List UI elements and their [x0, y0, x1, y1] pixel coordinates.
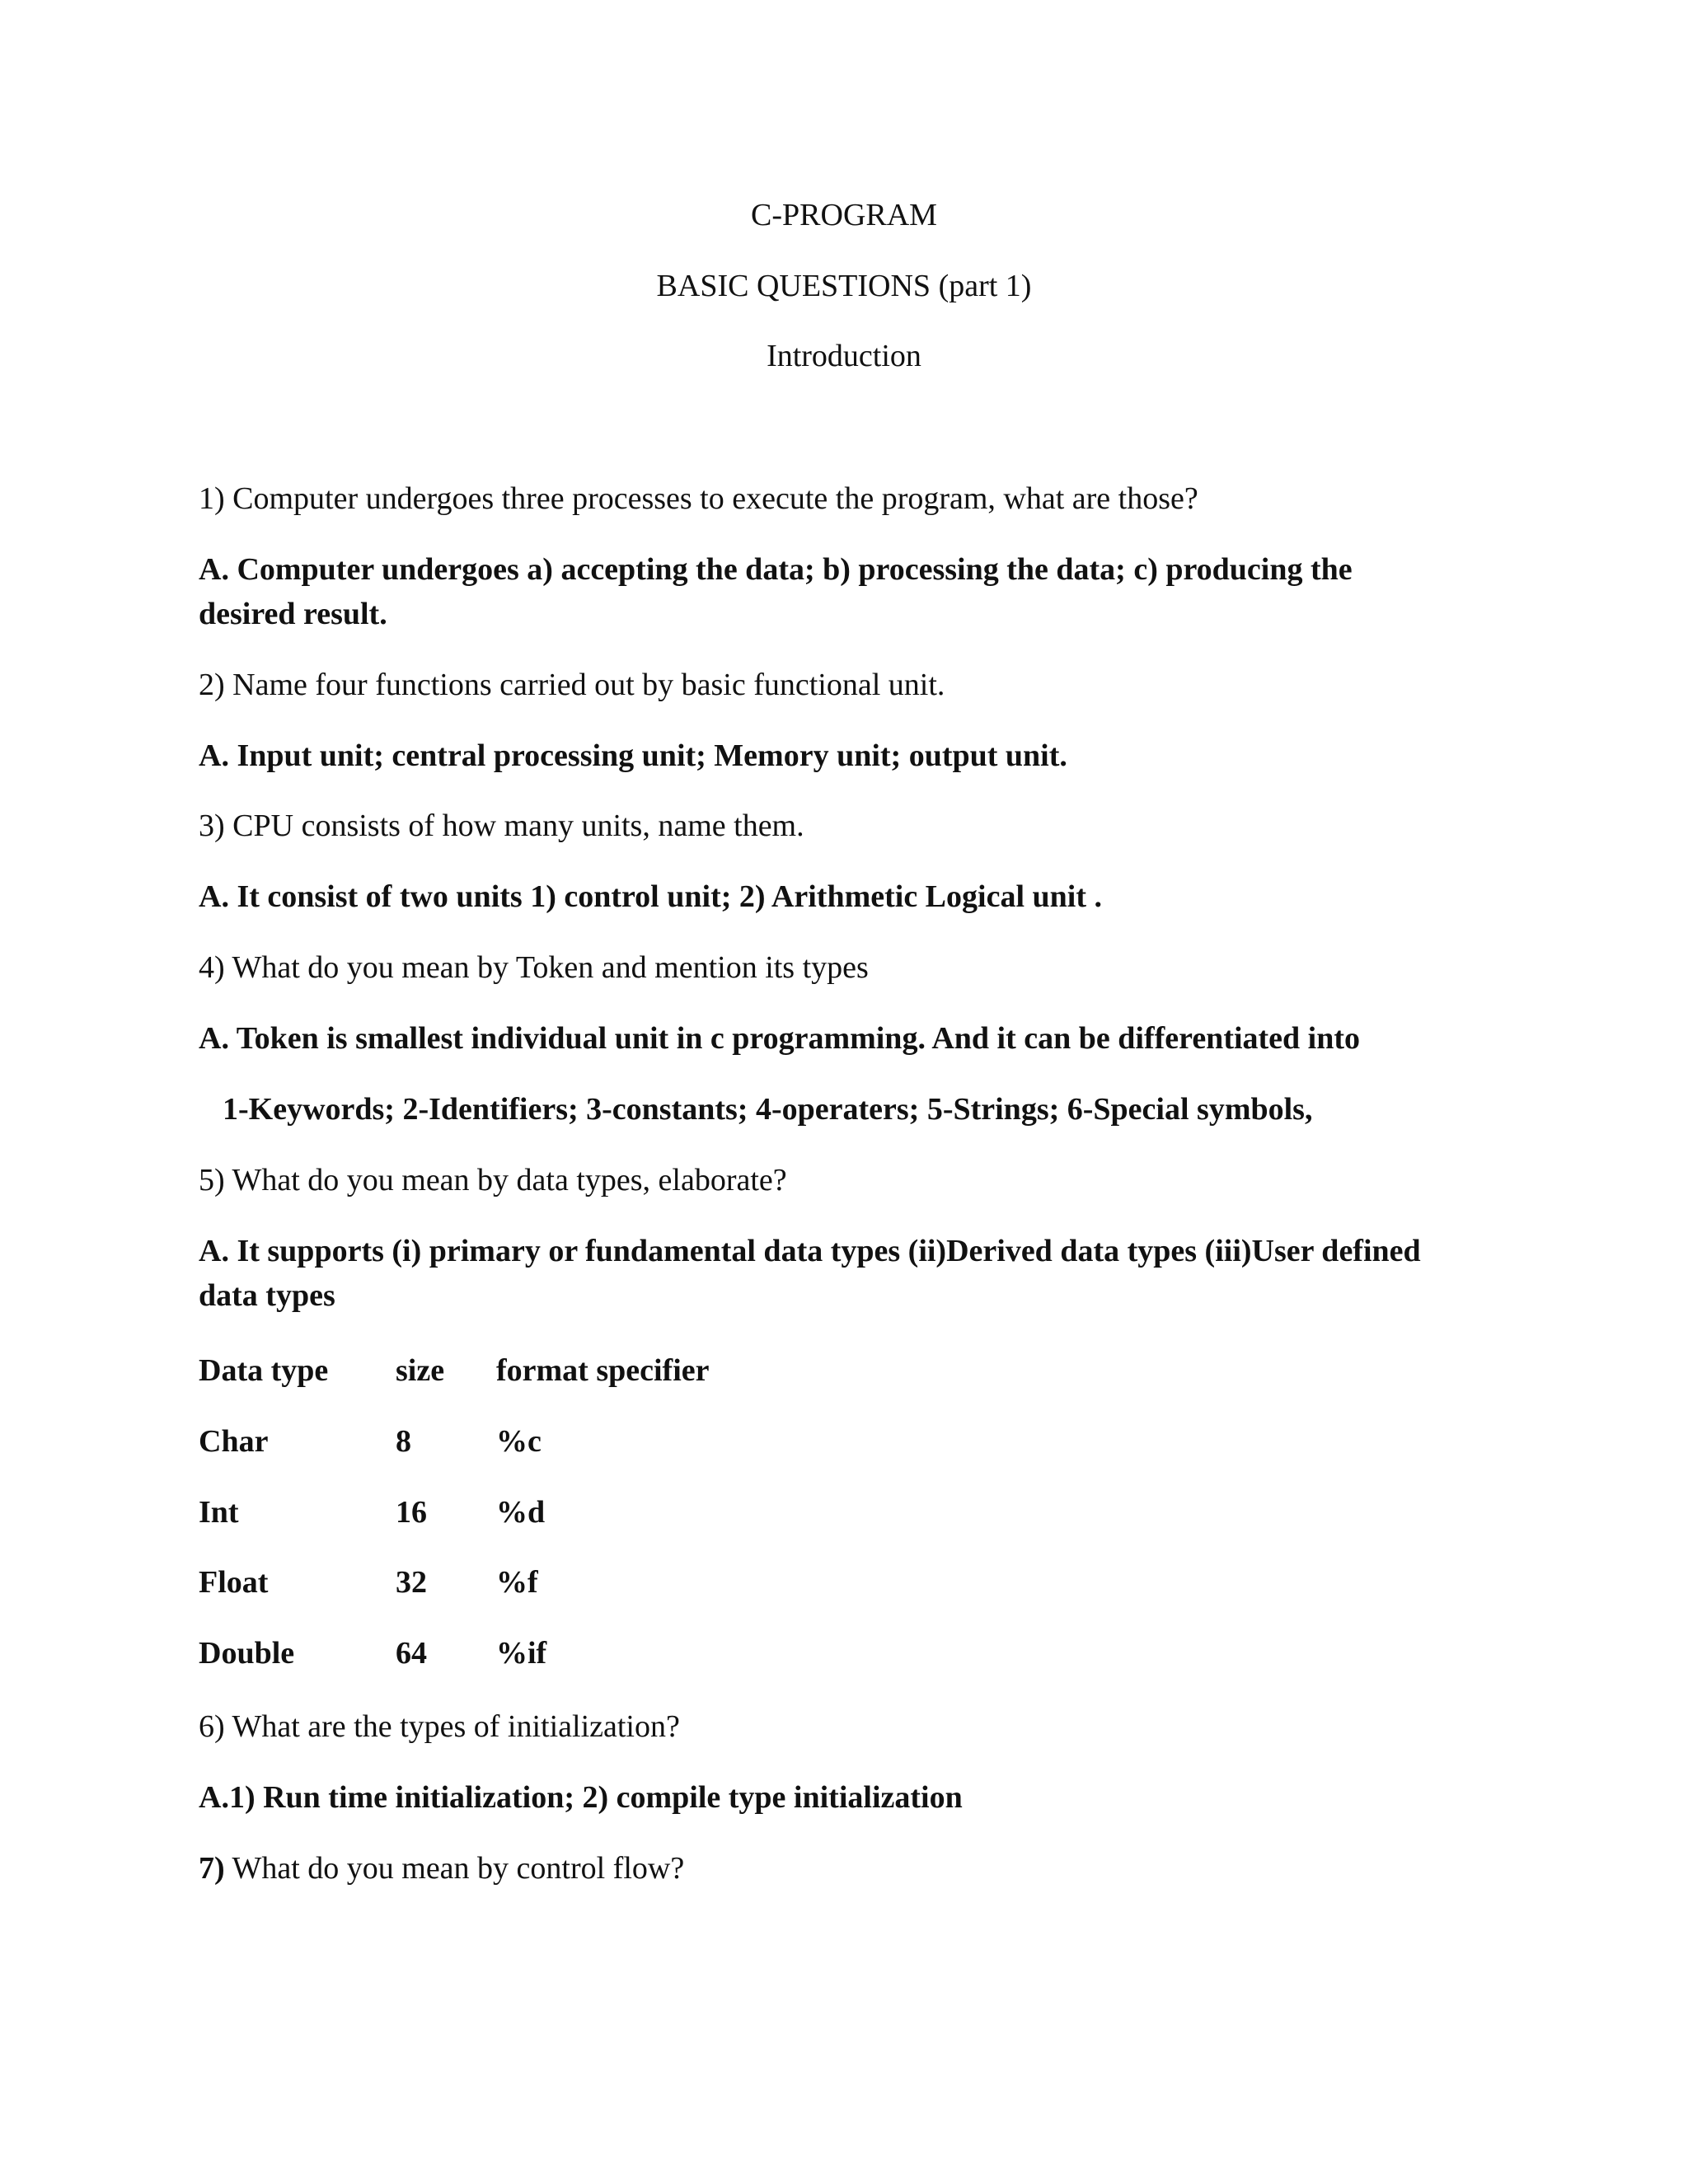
answer-1: A. Computer undergoes a) accepting the data; b) processing the data; c) producing the desired result. [199, 552, 1353, 631]
table-cell: 64 [396, 1636, 427, 1671]
table-cell: %f [496, 1565, 538, 1600]
table-cell: 8 [396, 1424, 411, 1459]
document-title: C-PROGRAM [751, 198, 937, 232]
table-cell: Char [199, 1424, 269, 1459]
question-1: 1) Computer undergoes three processes to execute the program, what are those? [199, 481, 1198, 516]
answer-2: A. Input unit; central processing unit; Memory unit; output unit. [199, 738, 1067, 773]
answer-4-token-types: 1-Keywords; 2-Identifiers; 3-constants; 4-operaters; 5-Strings; 6-Special symbols, [223, 1092, 1313, 1127]
question-4: 4) What do you mean by Token and mention its types [199, 950, 869, 985]
question-2: 2) Name four functions carried out by basic functional unit. [199, 668, 945, 702]
question-3: 3) CPU consists of how many units, name them. [199, 808, 804, 843]
table-header-cell: Data type [199, 1353, 329, 1388]
answer-4: A. Token is smallest individual unit in c programming. And it can be differentiated into [199, 1021, 1361, 1056]
document-subtitle: BASIC QUESTIONS (part 1) [656, 269, 1032, 303]
table-cell: 32 [396, 1565, 427, 1600]
table-cell: Int [199, 1495, 239, 1530]
question-7-text: What do you mean by control flow? [224, 1851, 685, 1886]
table-cell: Double [199, 1636, 295, 1671]
question-7 [199, 1846, 684, 1891]
question-6: 6) What are the types of initialization? [199, 1709, 680, 1744]
question-7-number: 7) [199, 1851, 225, 1886]
table-cell: 16 [396, 1495, 427, 1530]
table-cell: %d [496, 1495, 546, 1530]
answer-5: A. It supports (i) primary or fundamental data types (ii)Derived data types (iii)User defined data types [199, 1234, 1421, 1313]
question-5: 5) What do you mean by data types, elaborate? [199, 1163, 787, 1197]
section-heading: Introduction [767, 339, 921, 373]
table-cell: %c [496, 1424, 542, 1459]
answer-3: A. It consist of two units 1) control unit; 2) Arithmetic Logical unit . [199, 879, 1102, 914]
table-header-cell: size [396, 1353, 445, 1388]
answer-6: A.1) Run time initialization; 2) compile type initialization [199, 1780, 963, 1815]
table-cell: %if [496, 1636, 547, 1671]
table-cell: Float [199, 1565, 269, 1600]
table-header-cell: format specifier [496, 1353, 710, 1388]
